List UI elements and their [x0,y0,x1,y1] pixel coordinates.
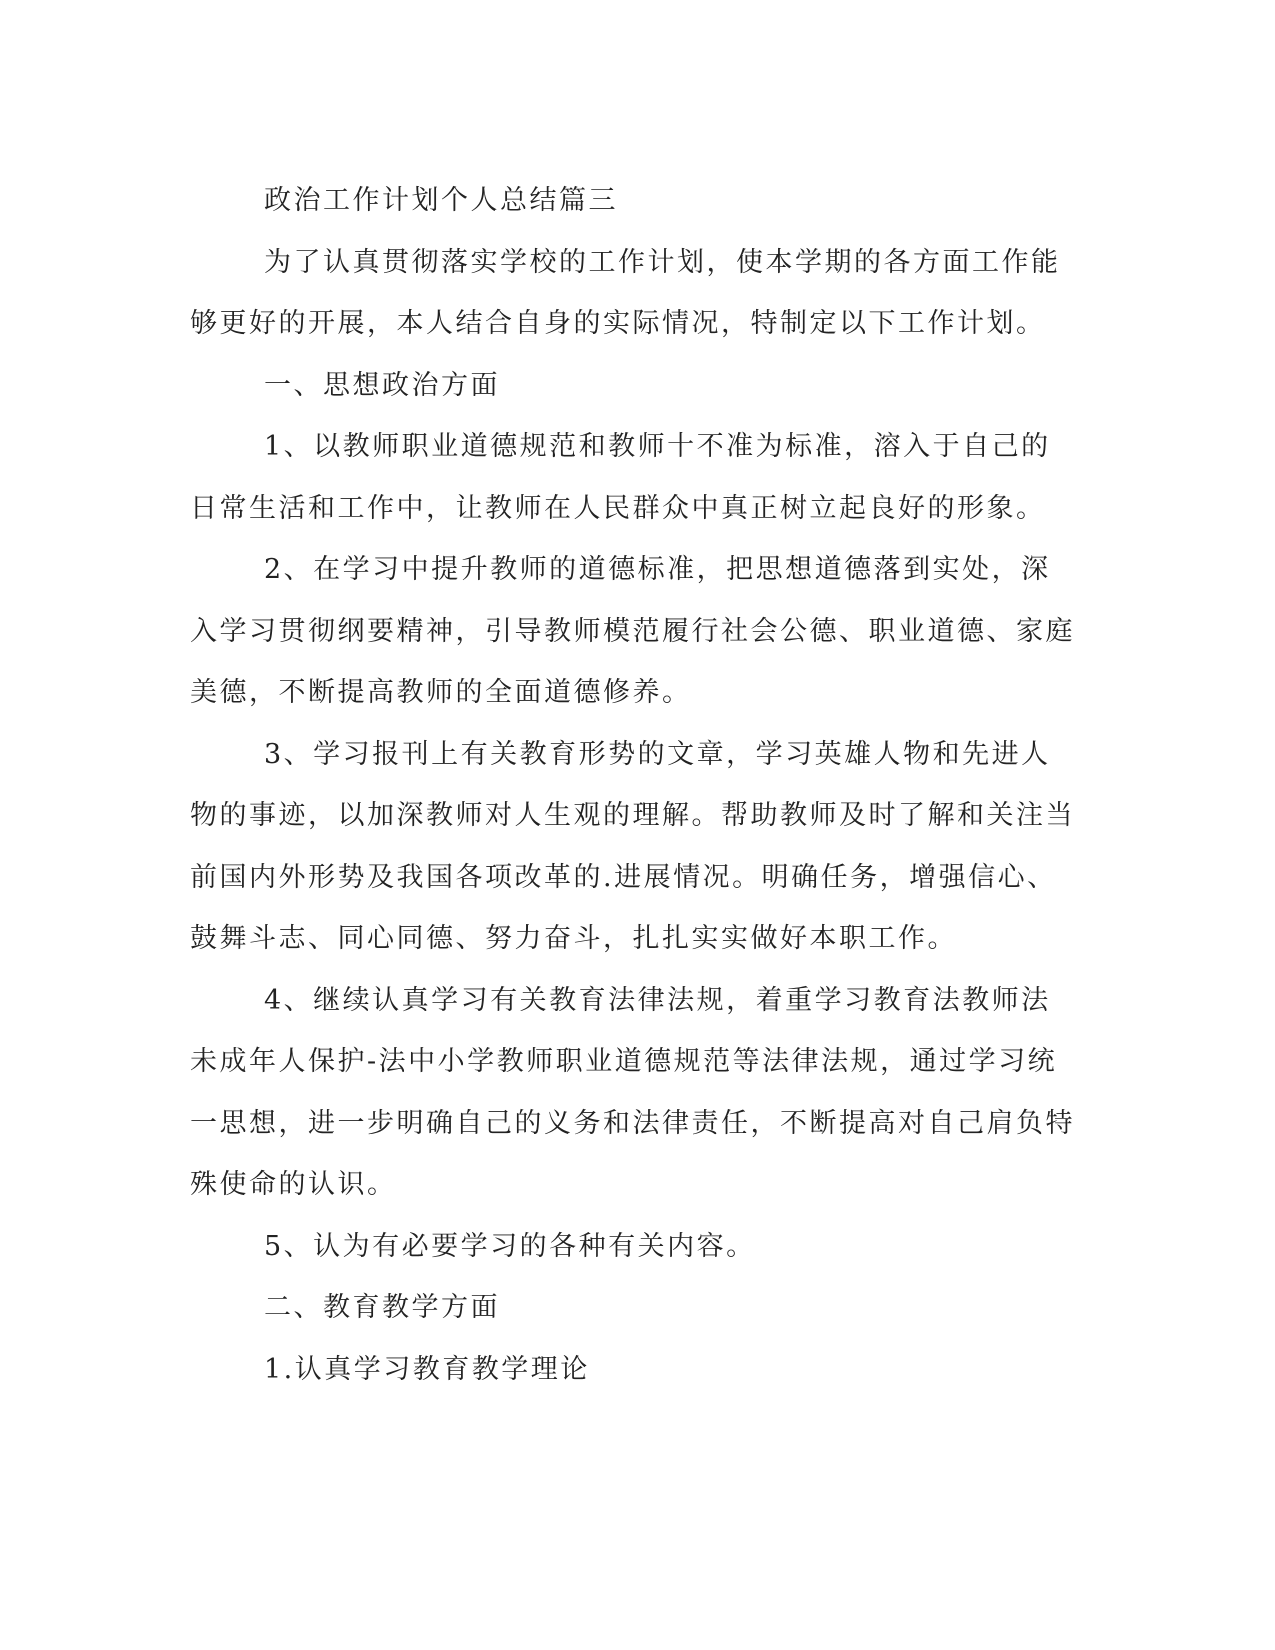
section-heading-1: 一、思想政治方面 [264,369,500,401]
paragraph-item-4: 4、继续认真学习有关教育法律法规，着重学习教育法教师法未成年人保护-法中小学教师职业道德规范等法律法规，通过学习统一思想，进一步明确自己的义务和法律责任，不断提高对自己肩负特殊使命的认识。 [190,984,1075,1200]
paragraph-item-2: 2、在学习中提升教师的道德标准，把思想道德落到实处，深入学习贯彻纲要精神，引导教师模范履行社会公德、职业道德、家庭美德，不断提高教师的全面道德修养。 [190,554,1075,708]
paragraph-item-3: 3、学习报刊上有关教育形势的文章，学习英雄人物和先进人物的事迹，以加深教师对人生观的理解。帮助教师及时了解和关注当前国内外形势及我国各项改革的.进展情况。明确任务，增强信心、鼓舞斗志、同心同德、努力奋斗，扎扎实实做好本职工作。 [190,738,1075,954]
document-title: 政治工作计划个人总结篇三 [264,185,618,216]
paragraph-intro: 为了认真贯彻落实学校的工作计划，使本学期的各方面工作能够更好的开展，本人结合自身的实际情况，特制定以下工作计划。 [190,246,1061,339]
section-heading-2: 二、教育教学方面 [264,1292,500,1323]
paragraph-item-1: 1、以教师职业道德规范和教师十不准为标准，溶入于自己的日常生活和工作中，让教师在人民群众中真正树立起良好的形象。 [190,431,1051,524]
paragraph-subitem-1: 1.认真学习教育教学理论 [264,1353,590,1385]
paragraph-item-5: 5、认为有必要学习的各种有关内容。 [264,1230,756,1262]
document-body [190,170,1080,1400]
